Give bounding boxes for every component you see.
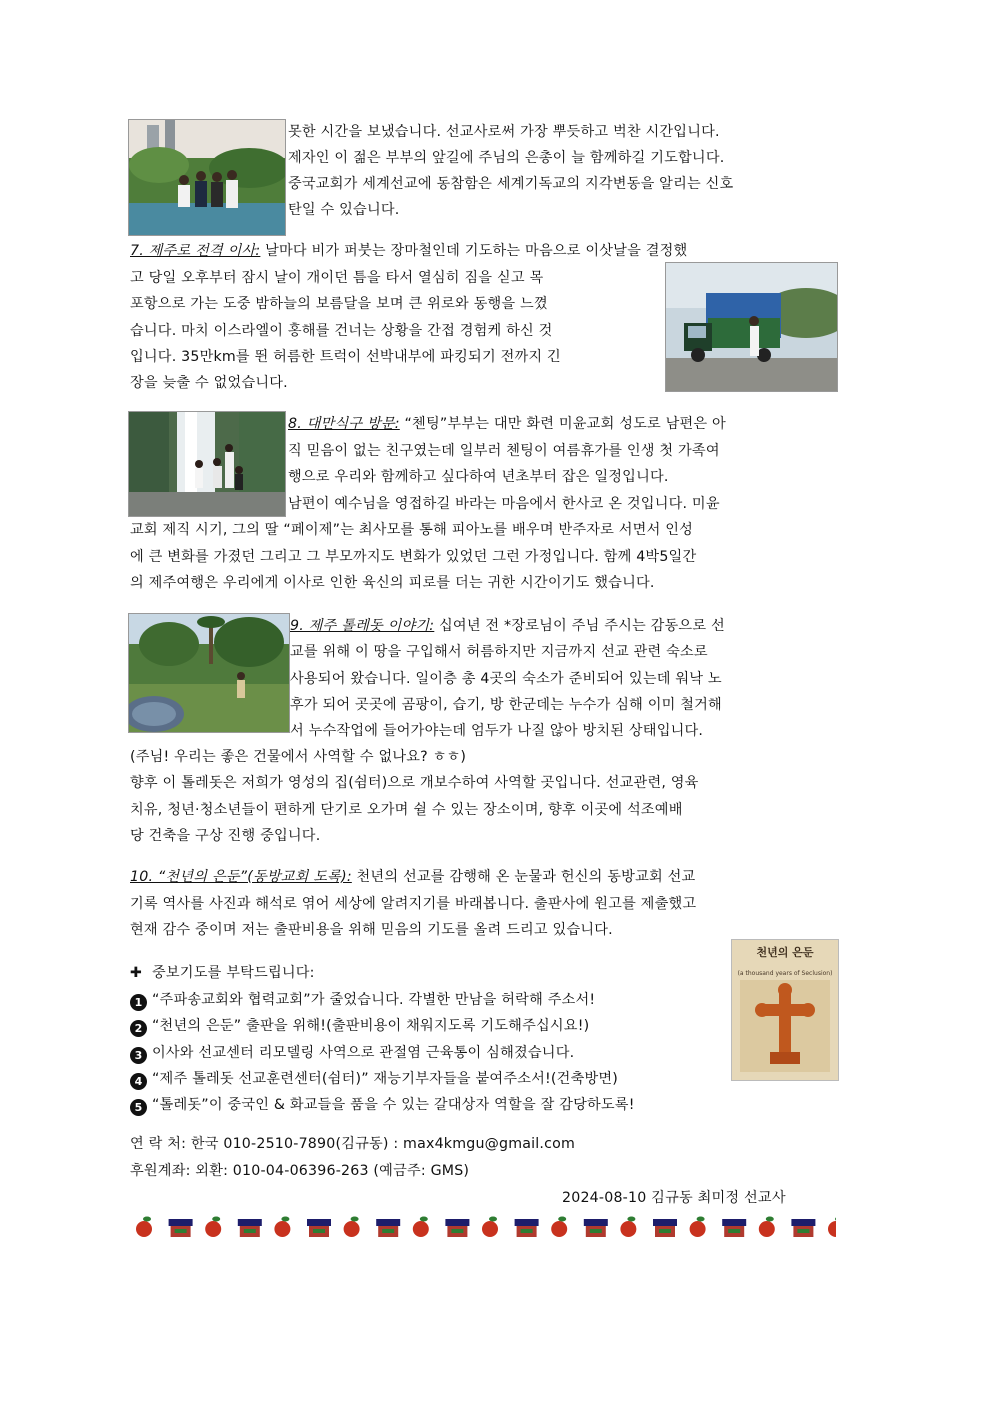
house-icon	[445, 1219, 469, 1237]
apple-icon	[413, 1217, 429, 1238]
book-title: 천년의 은둔	[756, 946, 814, 959]
bullet-number: 4	[130, 1073, 147, 1090]
section9-line: 향후 이 톨레돗은 저희가 영성의 집(쉼터)으로 개보수하여 사역할 곳입니다. 선교관련, 영육	[130, 775, 699, 791]
bullet-number: 2	[130, 1020, 147, 1037]
truck-photo	[665, 262, 838, 392]
section10-line: 기록 역사를 사진과 해석로 엮어 세상에 알려지기를 바래봅니다. 출판사에 원고를 제출했고	[130, 896, 697, 912]
section9-line: 후가 되어 곳곳에 곰팡이, 습기, 방 한군데는 누수가 심해 이미 철거해	[290, 697, 722, 713]
prayer-item-text: “톨레돗”이 중국인 & 화교들을 품을 수 있는 갈대상자 역할을 잘 감당하도록!	[152, 1097, 635, 1113]
section7-line: 장을 늦출 수 없었습니다.	[130, 375, 288, 391]
section10-heading: 10. “천년의 은둔”(동방교회 도록):	[130, 869, 352, 885]
prayer-item-text: “천년의 은둔” 출판을 위해!(출판비용이 채워지도록 기도해주십시요!)	[152, 1018, 590, 1034]
section9-line: 당 건축을 구상 진행 중입니다.	[130, 828, 321, 844]
section8-line: 직 믿음이 없는 친구였는데 일부러 첸팅이 여름휴가를 인생 첫 가족여	[288, 443, 720, 459]
section7-first-line-text: 날마다 비가 퍼붓는 장마철인데 기도하는 마음으로 이삿날을 결정했	[260, 243, 688, 259]
house-icon	[584, 1219, 608, 1237]
section7-heading: 7. 제주로 전격 이사:	[130, 243, 261, 259]
signature: 2024-08-10 김규동 최미정 선교사	[562, 1190, 786, 1206]
apple-icon	[690, 1217, 706, 1238]
section10-line: 현재 감수 중이며 저는 출판비용을 위해 믿음의 기도를 올려 드리고 있습니다.	[130, 922, 613, 938]
section9-first-line-text: 십여년 전 *장로님이 주님 주시는 감동으로 선	[434, 618, 725, 634]
couple-photo	[128, 119, 286, 236]
section8-heading: 8. 대만식구 방문:	[288, 416, 400, 432]
cross-icon	[732, 940, 838, 1080]
toledot-photo-image	[129, 614, 289, 732]
section8-line: 남편이 예수님을 영접하길 바라는 마음에서 한사코 온 것입니다. 미윤	[288, 496, 720, 512]
section10-first-line	[130, 867, 695, 887]
house-icon	[653, 1219, 677, 1237]
intro-line: 제자인 이 젊은 부부의 앞길에 주님의 은총이 늘 함께하길 기도합니다.	[288, 150, 725, 166]
section9-line: (주님! 우리는 좋은 건물에서 사역할 수 없나요? ㅎㅎ)	[130, 749, 467, 765]
apple-icon	[205, 1217, 221, 1238]
contact-account: 후원계좌: 외환: 010-04-06396-263 (예금주: GMS)	[130, 1163, 470, 1179]
section9-heading: 9. 제주 톨레돗 이야기:	[290, 618, 435, 634]
prayer-item-text: “제주 톨레돗 선교훈련센터(쉼터)” 재능기부자들을 붙여주소서!(건축방면)	[152, 1071, 619, 1087]
house-icon	[376, 1219, 400, 1237]
house-icon	[238, 1219, 262, 1237]
intro-line: 중국교회가 세계선교에 동참함은 세계기독교의 지각변동을 알리는 신호	[288, 176, 734, 192]
section9-line: 사용되어 왔습니다. 일이층 총 4곳의 숙소가 준비되어 있는데 워낙 노	[290, 671, 722, 687]
waterfall-photo	[128, 411, 286, 517]
book-cover	[731, 939, 839, 1081]
prayer-item	[130, 1043, 574, 1064]
couple-photo-image	[129, 120, 285, 235]
section9-line: 교를 위해 이 땅을 구입해서 허름하지만 지금까지 선교 관련 숙소로	[290, 644, 708, 660]
section9-line: 서 누수작업에 들어가야는데 엄두가 나질 않아 방치된 상태입니다.	[290, 723, 704, 739]
section7-line: 고 당일 오후부터 잠시 날이 개이던 틈을 타서 열심히 짐을 싣고 목	[130, 270, 544, 286]
section8-line: 의 제주여행은 우리에게 이사로 인한 육신의 피로를 더는 귀한 시간이기도 했습니다.	[130, 575, 655, 591]
apple-icon	[344, 1217, 360, 1238]
bullet-number: 1	[130, 994, 147, 1011]
toledot-photo	[128, 613, 290, 733]
house-icon	[169, 1219, 193, 1237]
truck-photo-image	[666, 263, 837, 391]
apple-icon	[136, 1217, 152, 1238]
intro-line: 탄일 수 있습니다.	[288, 202, 400, 218]
apple-icon	[274, 1217, 290, 1238]
section8-line: 에 큰 변화를 가졌던 그리고 그 부모까지도 변화가 있었던 그런 가정입니다. 함께 4박5일간	[130, 549, 697, 565]
bullet-number: 5	[130, 1099, 147, 1116]
section7-line: 포항으로 가는 도중 밤하늘의 보름달을 보며 큰 위로와 동행을 느꼈	[130, 296, 548, 312]
contact-phone-email: 연 락 처: 한국 010-2510-7890(김규동) : max4kmgu@gmail.com	[130, 1136, 576, 1152]
prayer-item	[130, 1069, 618, 1090]
section8-first-line-text: “첸팅”부부는 대만 화련 미윤교회 성도로 남편은 아	[399, 416, 726, 432]
section9-line: 치유, 청년·청소년들이 편하게 단기로 오가며 쉴 수 있는 장소이며, 향후 이곳에 석조예배	[130, 802, 683, 818]
section9-first-line	[290, 616, 725, 636]
house-icon	[307, 1219, 331, 1237]
section7-first-line	[130, 241, 687, 261]
book-subtitle: (a thousand years of Seclusion)	[737, 970, 833, 977]
apple-icon	[828, 1217, 836, 1238]
apple-icon	[482, 1217, 498, 1238]
apple-icon	[620, 1217, 636, 1238]
prayer-item	[130, 1016, 589, 1037]
house-icon	[722, 1219, 746, 1237]
prayer-item	[130, 1095, 635, 1116]
section8-line: 행으로 우리와 함께하고 싶다하여 년초부터 잡은 일정입니다.	[288, 469, 669, 485]
decorative-border	[130, 1214, 836, 1240]
section8-line: 교회 제직 시기, 그의 딸 “페이제”는 최사모를 통해 피아노를 배우며 반주자로 서면서 인성	[130, 522, 694, 538]
bullet-number: 3	[130, 1047, 147, 1064]
waterfall-photo-image	[129, 412, 285, 516]
section7-line: 습니다. 마치 이스라엘이 홍해를 건너는 상황을 간접 경험케 하신 것	[130, 323, 553, 339]
intro-line: 못한 시간을 보냈습니다. 선교사로써 가장 뿌듯하고 벅찬 시간입니다.	[288, 124, 720, 140]
prayer-title: 중보기도를 부탁드립니다:	[152, 965, 315, 981]
prayer-title-line	[130, 963, 315, 983]
prayer-item-text: 이사와 선교센터 리모델링 사역으로 관절염 근육통이 심해졌습니다.	[152, 1045, 575, 1061]
prayer-item	[130, 990, 595, 1011]
prayer-item-text: “주파송교회와 협력교회”가 줄었습니다. 각별한 만남을 허락해 주소서!	[152, 992, 596, 1008]
section7-line: 입니다. 35만km를 뛴 허름한 트럭이 선박내부에 파킹되기 전까지 긴	[130, 349, 561, 365]
apple-icon	[551, 1217, 567, 1238]
section10-first-line-text: 천년의 선교를 감행해 온 눈물과 헌신의 동방교회 선교	[351, 869, 696, 885]
apple-icon	[759, 1217, 775, 1238]
house-icon	[515, 1219, 539, 1237]
plus-cross-icon: ✚	[130, 965, 143, 981]
house-icon	[791, 1219, 815, 1237]
section8-first-line	[288, 414, 726, 434]
